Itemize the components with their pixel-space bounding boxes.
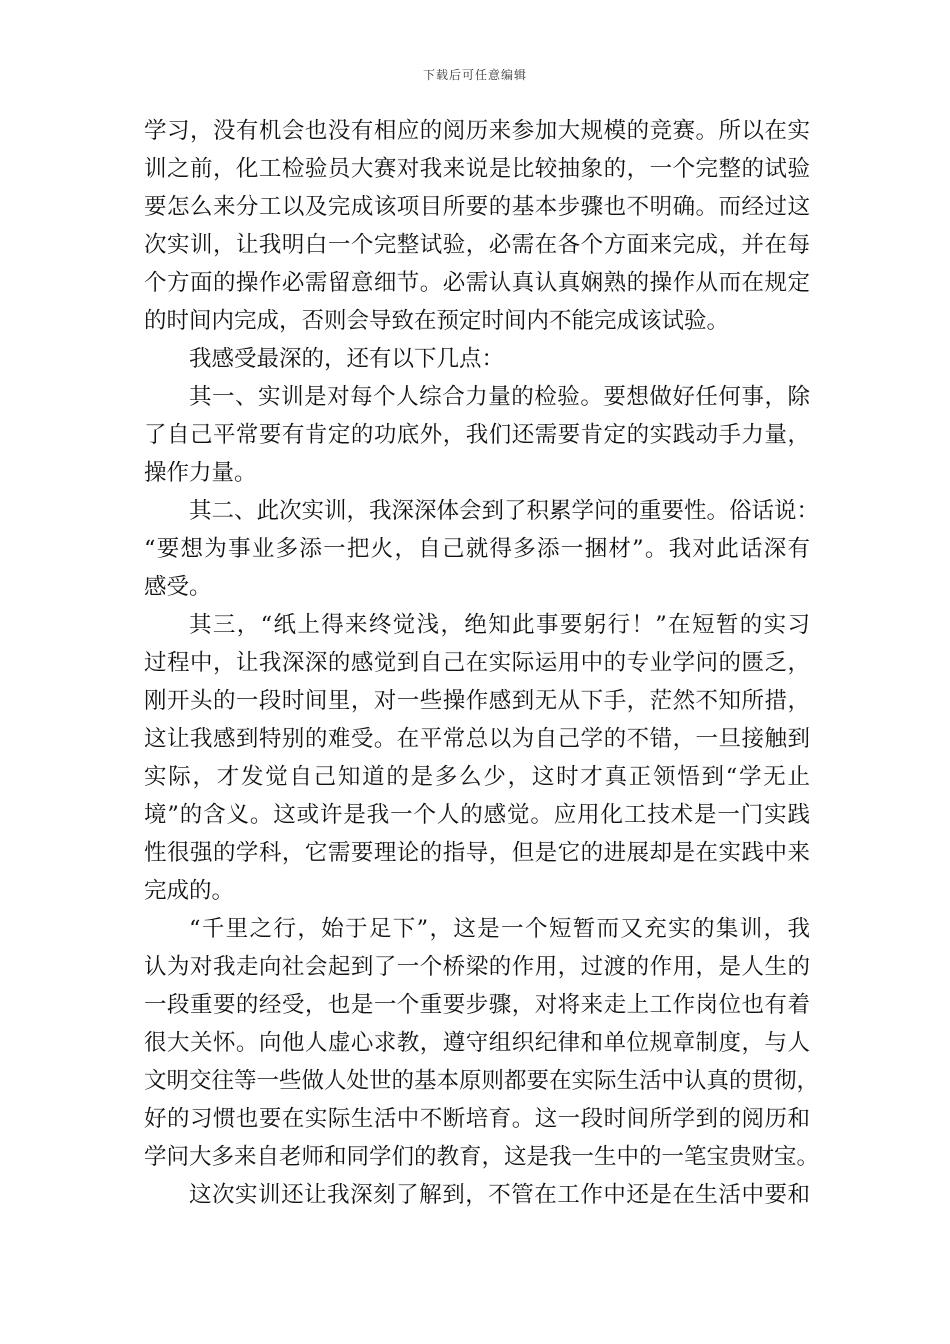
text-line: 了自己平常要有肯定的功底外，我们还需要肯定的实践动手力量， (144, 422, 810, 448)
text-line: 完成的。 (144, 878, 235, 904)
text-line: 文明交往等一些做人处世的基本原则都要在实际生活中认真的贯彻， (144, 1068, 820, 1094)
text-line: 其三，“纸上得来终觉浅，绝知此事要躬行！”在短暂的实习 (189, 612, 810, 638)
text-line: 其二、此次实训，我深深体会到了积累学问的重要性。俗话说： (189, 498, 820, 524)
text-line: 操作力量。 (144, 460, 257, 486)
text-line: “要想为事业多添一把火，自己就得多添一捆材”。我对此话深有 (144, 536, 810, 562)
text-line: 我感受最深的，还有以下几点： (189, 346, 505, 372)
text-line: 过程中，让我深深的感觉到自己在实际运用中的专业学问的匮乏， (144, 650, 810, 676)
text-line: 感受。 (144, 574, 212, 600)
text-line: 实际，才发觉自己知道的是多么少，这时才真正领悟到“学无止 (144, 764, 810, 790)
text-line: 性很强的学科，它需要理论的指导，但是它的进展却是在实践中来 (144, 840, 810, 866)
text-line: 这让我感到特别的难受。在平常总以为自己学的不错，一旦接触到 (144, 726, 810, 752)
text-line: 认为对我走向社会起到了一个桥梁的作用，过渡的作用，是人生的 (144, 954, 810, 980)
text-line: 要怎么来分工以及完成该项目所要的基本步骤也不明确。而经过这 (144, 194, 810, 220)
text-line: “千里之行，始于足下”，这是一个短暂而又充实的集训，我 (189, 916, 810, 942)
text-line: 这次实训还让我深刻了解到，不管在工作中还是在生活中要和 (189, 1182, 810, 1208)
text-line: 的时间内完成，否则会导致在预定时间内不能完成该试验。 (144, 308, 730, 334)
text-line: 刚开头的一段时间里，对一些操作感到无从下手，茫然不知所措， (144, 688, 810, 714)
text-line: 其一、实训是对每个人综合力量的检验。要想做好任何事，除 (189, 384, 810, 410)
text-line: 学问大多来自老师和同学们的教育，这是我一生中的一笔宝贵财宝。 (144, 1144, 820, 1170)
text-line: 很大关怀。向他人虚心求教，遵守组织纪律和单位规章制度，与人 (144, 1030, 810, 1056)
text-line: 次实训，让我明白一个完整试验，必需在各个方面来完成，并在每 (144, 232, 810, 258)
page-header-note: 下载后可任意编辑 (422, 68, 527, 82)
text-line: 训之前，化工检验员大赛对我来说是比较抽象的，一个完整的试验 (144, 156, 810, 182)
text-line: 学习，没有机会也没有相应的阅历来参加大规模的竞赛。所以在实 (144, 118, 810, 144)
text-line: 境”的含义。这或许是我一个人的感觉。应用化工技术是一门实践 (144, 802, 810, 828)
document-body (144, 112, 820, 1214)
text-line: 一段重要的经受，也是一个重要步骤，对将来走上工作岗位也有着 (144, 992, 810, 1018)
text-line: 好的习惯也要在实际生活中不断培育。这一段时间所学到的阅历和 (144, 1106, 810, 1132)
text-line: 个方面的操作必需留意细节。必需认真认真娴熟的操作从而在规定 (144, 270, 810, 296)
